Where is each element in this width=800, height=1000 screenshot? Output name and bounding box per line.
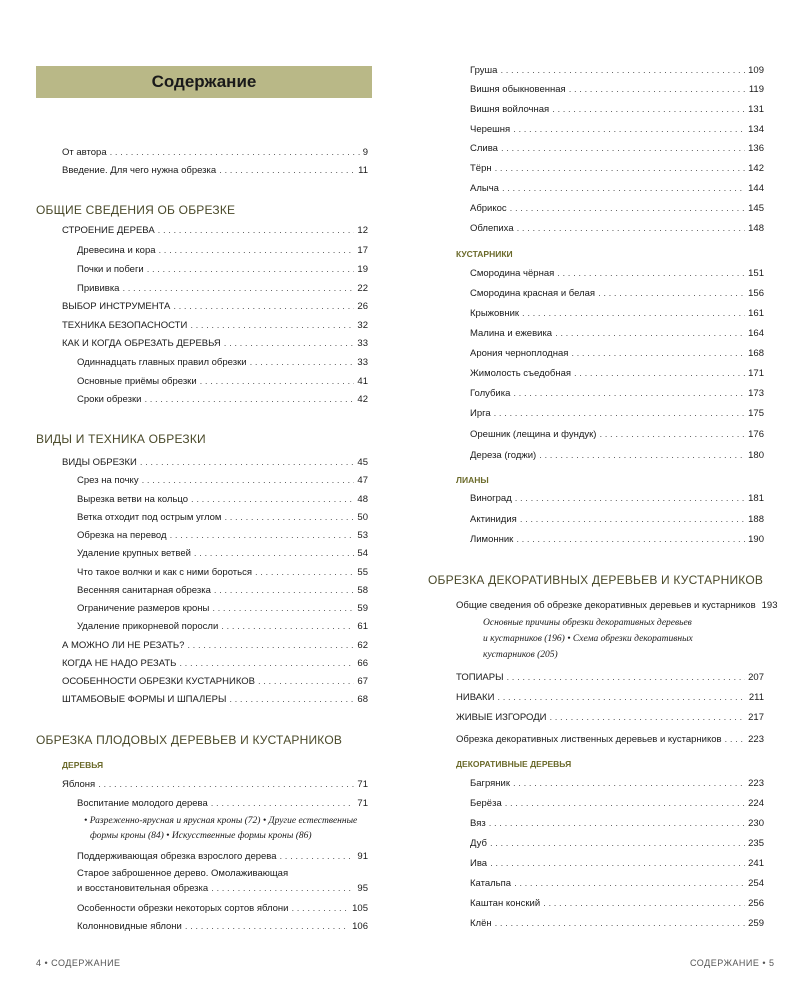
toc-entry[interactable]: Тёрн . . . 142 [470, 163, 764, 175]
toc-entry[interactable]: Обрезка декоративных лиственных деревьев и кустарников . . . 223 [456, 734, 764, 746]
toc-entry[interactable]: Голубика . . . 173 [470, 388, 764, 400]
subsection-heading: ДЕРЕВЬЯ [62, 760, 104, 770]
toc-entry[interactable]: Вишня обыкновенная . . . 119 [470, 84, 764, 96]
toc-entry[interactable]: Алыча . . . 144 [470, 183, 764, 195]
subsection-heading: ЛИАНЫ [456, 475, 489, 485]
toc-entry[interactable]: Клён . . . 259 [470, 918, 764, 930]
toc-entry[interactable]: ТОПИАРЫ . . . 207 [456, 672, 764, 684]
subsection-heading: КУСТАРНИКИ [456, 249, 513, 259]
toc-entry[interactable]: Жимолость съедобная . . . 171 [470, 368, 764, 380]
toc-entry[interactable]: СТРОЕНИЕ ДЕРЕВА . . . 12 [62, 225, 368, 237]
toc-entry[interactable]: Виноград . . . 181 [470, 493, 764, 505]
toc-entry[interactable]: Одиннадцать главных правил обрезки . . . 33 [77, 357, 368, 369]
toc-entry[interactable]: Багряник . . . 223 [470, 778, 764, 790]
toc-entry[interactable]: Ива . . . 241 [470, 858, 764, 870]
toc-note: кустарников (205) [483, 650, 558, 660]
toc-entry[interactable]: Вяз . . . 230 [470, 818, 764, 830]
toc-entry[interactable]: Яблоня . . . 71 [62, 779, 368, 791]
toc-entry[interactable]: ОСОБЕННОСТИ ОБРЕЗКИ КУСТАРНИКОВ . . . 67 [62, 676, 368, 688]
toc-entry[interactable]: Общие сведения об обрезке декоративных деревьев и кустарников 193 [456, 600, 778, 611]
toc-entry-line: Старое заброшенное дерево. Омолаживающая [77, 868, 289, 879]
toc-entry[interactable]: А МОЖНО ЛИ НЕ РЕЗАТЬ? . . . 62 [62, 640, 368, 652]
toc-entry[interactable]: и восстановительная обрезка . . . 95 [77, 883, 368, 895]
section-heading: ОБЩИЕ СВЕДЕНИЯ ОБ ОБРЕЗКЕ [36, 203, 236, 217]
toc-entry[interactable]: Дуб . . . 235 [470, 838, 764, 850]
toc-entry[interactable]: Удаление прикорневой поросли . . . 61 [77, 621, 368, 633]
toc-entry[interactable]: Слива . . . 136 [470, 143, 764, 155]
toc-entry[interactable]: Сроки обрезки . . . 42 [77, 394, 368, 406]
toc-entry[interactable]: Обрезка на перевод . . . 53 [77, 530, 368, 542]
toc-entry[interactable]: Лимонник . . . 190 [470, 534, 764, 546]
toc-entry[interactable]: Введение. Для чего нужна обрезка . . . 11 [62, 165, 368, 177]
toc-entry[interactable]: КОГДА НЕ НАДО РЕЗАТЬ . . . 66 [62, 658, 368, 670]
toc-entry[interactable]: Груша . . . 109 [470, 65, 764, 77]
toc-entry[interactable]: Крыжовник . . . 161 [470, 308, 764, 320]
toc-entry[interactable]: Каштан конский . . . 256 [470, 898, 764, 910]
toc-entry[interactable]: Орешник (лещина и фундук) . . . 176 [470, 429, 764, 441]
toc-entry[interactable]: Абрикос . . . 145 [470, 203, 764, 215]
toc-entry[interactable]: Смородина чёрная . . . 151 [470, 268, 764, 280]
toc-entry[interactable]: Срез на почку . . . 47 [77, 475, 368, 487]
section-heading: ОБРЕЗКА ДЕКОРАТИВНЫХ ДЕРЕВЬЕВ И КУСТАРНИКОВ [428, 573, 764, 587]
toc-entry[interactable]: Ограничение размеров кроны . . . 59 [77, 603, 368, 615]
toc-entry[interactable]: Берёза . . . 224 [470, 798, 764, 810]
toc-entry[interactable]: Воспитание молодого дерева . . . 71 [77, 798, 368, 810]
toc-entry[interactable]: Ветка отходит под острым углом . . . 50 [77, 512, 368, 524]
toc-entry[interactable]: Колонновидные яблони . . . 106 [77, 921, 368, 933]
toc-entry[interactable]: КАК И КОГДА ОБРЕЗАТЬ ДЕРЕВЬЯ . . . 33 [62, 338, 368, 350]
toc-entry[interactable]: Ирга . . . 175 [470, 408, 764, 420]
toc-entry[interactable]: Дереза (годжи) . . . 180 [470, 450, 764, 462]
toc-entry[interactable]: Арония черноплодная . . . 168 [470, 348, 764, 360]
toc-entry[interactable]: ВЫБОР ИНСТРУМЕНТА . . . 26 [62, 301, 368, 313]
toc-entry[interactable]: Весенняя санитарная обрезка . . . 58 [77, 585, 368, 597]
toc-entry[interactable]: Черешня . . . 134 [470, 124, 764, 136]
toc-entry[interactable]: ЖИВЫЕ ИЗГОРОДИ . . . 217 [456, 712, 764, 724]
toc-entry[interactable]: Малина и ежевика . . . 164 [470, 328, 764, 340]
toc-entry[interactable]: ШТАМБОВЫЕ ФОРМЫ И ШПАЛЕРЫ . . . 68 [62, 694, 368, 706]
toc-entry[interactable]: Смородина красная и белая . . . 156 [470, 288, 764, 300]
page-title: Содержание [151, 72, 257, 91]
toc-entry[interactable]: Вишня войлочная . . . 131 [470, 104, 764, 116]
toc-entry[interactable]: От автора . . . 9 [62, 147, 368, 159]
toc-note: • Разреженно-ярусная и ярусная кроны (72) • Другие естественные [84, 816, 358, 826]
toc-entry[interactable]: Облепиха . . . 148 [470, 223, 764, 235]
toc-entry[interactable]: Почки и побеги . . . 19 [77, 264, 368, 276]
toc-note: формы кроны (84) • Искусственные формы кроны (86) [90, 831, 312, 841]
toc-entry[interactable]: Актинидия . . . 188 [470, 514, 764, 526]
subsection-heading: ДЕКОРАТИВНЫЕ ДЕРЕВЬЯ [456, 759, 572, 769]
section-heading: ОБРЕЗКА ПЛОДОВЫХ ДЕРЕВЬЕВ И КУСТАРНИКОВ [36, 733, 343, 747]
toc-entry[interactable]: Поддерживающая обрезка взрослого дерева . . . 91 [77, 851, 368, 863]
toc-entry[interactable]: Основные приёмы обрезки . . . 41 [77, 376, 368, 388]
toc-note: Основные причины обрезки декоративных деревьев [483, 618, 692, 628]
toc-entry[interactable]: Прививка . . . 22 [77, 283, 368, 295]
toc-entry[interactable]: Вырезка ветви на кольцо . . . 48 [77, 494, 368, 506]
toc-entry[interactable]: ТЕХНИКА БЕЗОПАСНОСТИ . . . 32 [62, 320, 368, 332]
toc-entry[interactable]: Древесина и кора . . . 17 [77, 245, 368, 257]
toc-entry[interactable]: Катальпа . . . 254 [470, 878, 764, 890]
contents-title-bar [36, 66, 372, 98]
toc-entry[interactable]: Особенности обрезки некоторых сортов яблони . . . 105 [77, 903, 368, 915]
section-heading: ВИДЫ И ТЕХНИКА ОБРЕЗКИ [36, 432, 206, 446]
page-footer-right: СОДЕРЖАНИЕ • 5 [690, 958, 775, 968]
toc-note: и кустарников (196) • Схема обрезки декоративных [483, 634, 693, 644]
toc-entry[interactable]: Удаление крупных ветвей . . . 54 [77, 548, 368, 560]
toc-entry[interactable]: Что такое волчки и как с ними бороться . . . 55 [77, 567, 368, 579]
page-footer-left: 4 • СОДЕРЖАНИЕ [36, 958, 121, 968]
toc-entry[interactable]: НИВАКИ . . . 211 [456, 692, 764, 704]
toc-entry[interactable]: ВИДЫ ОБРЕЗКИ . . . 45 [62, 457, 368, 469]
